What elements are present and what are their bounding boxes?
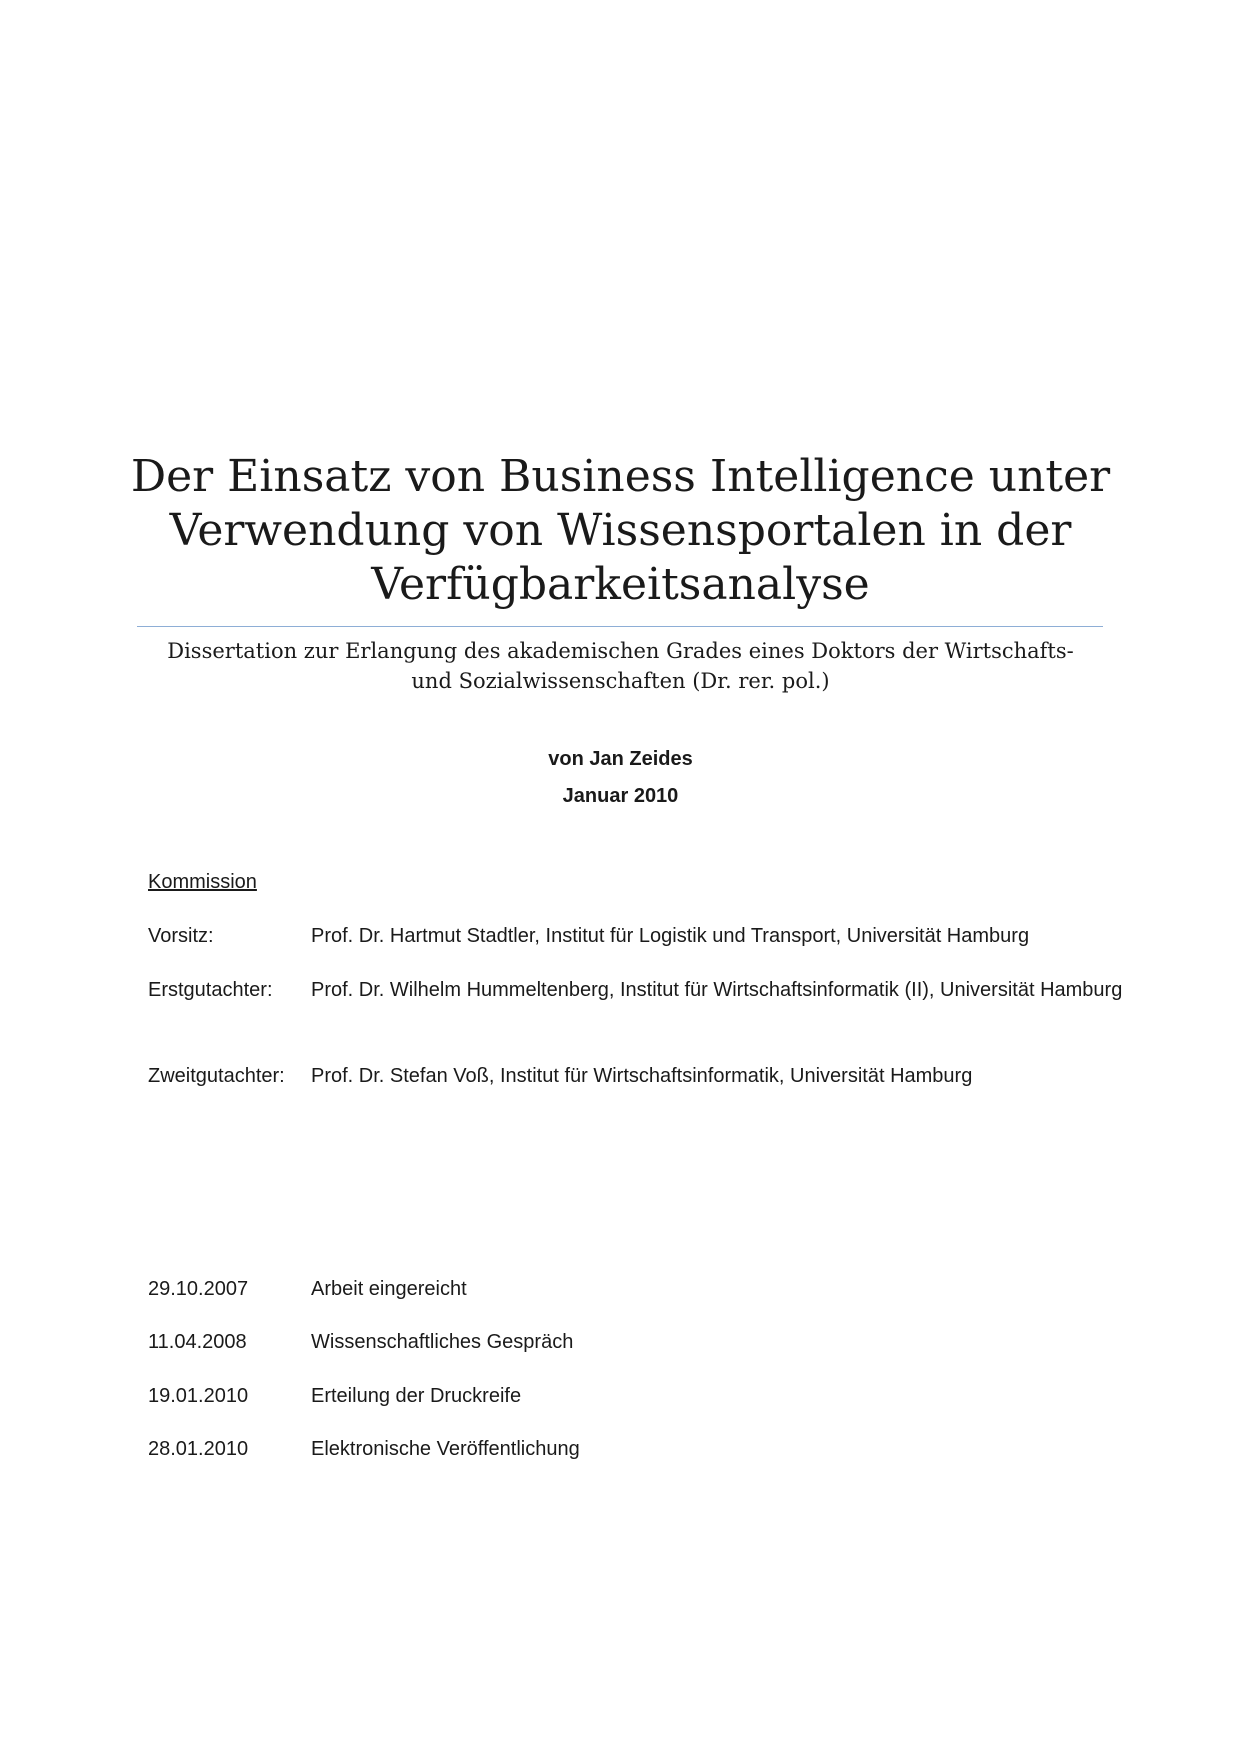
kommission-role: Erstgutachter: [148, 979, 273, 1001]
document-subtitle [100, 636, 1141, 696]
timeline-date: 19.01.2010 [148, 1385, 249, 1407]
title-line: Der Einsatz von Business Intelligence unter [130, 451, 1111, 502]
timeline-date: 29.10.2007 [148, 1278, 249, 1300]
subtitle-line: und Sozialwissenschaften (Dr. rer. pol.) [411, 669, 830, 693]
kommission-person: Prof. Dr. Stefan Voß, Institut für Wirtschaftsinformatik, Universität Hamburg [311, 1065, 973, 1087]
timeline-event: Erteilung der Druckreife [311, 1385, 522, 1407]
kommission-role: Vorsitz: [148, 925, 214, 947]
title-divider [137, 626, 1103, 627]
kommission-role: Zweitgutachter: [148, 1065, 285, 1087]
timeline-date: 11.04.2008 [148, 1331, 247, 1353]
kommission-person: Prof. Dr. Hartmut Stadtler, Institut für Logistik und Transport, Universität Hamburg [311, 925, 1030, 947]
title-line: Verwendung von Wissensportalen in der [169, 505, 1072, 556]
publication-date: Januar 2010 [562, 785, 679, 807]
kommission-person: Prof. Dr. Wilhelm Hummeltenberg, Institut für Wirtschaftsinformatik (II), Universität Hamburg [311, 979, 1123, 1001]
subtitle-line: Dissertation zur Erlangung des akademischen Grades eines Doktors der Wirtschafts- [167, 639, 1074, 663]
timeline-event: Arbeit eingereicht [311, 1278, 467, 1300]
timeline-event: Elektronische Veröffentlichung [311, 1438, 580, 1460]
document-title [100, 450, 1141, 612]
timeline-event: Wissenschaftliches Gespräch [311, 1331, 574, 1353]
author: von Jan Zeides [548, 748, 693, 770]
title-line: Verfügbarkeitsanalyse [371, 559, 870, 610]
timeline-date: 28.01.2010 [148, 1438, 249, 1460]
kommission-heading: Kommission [148, 871, 257, 893]
